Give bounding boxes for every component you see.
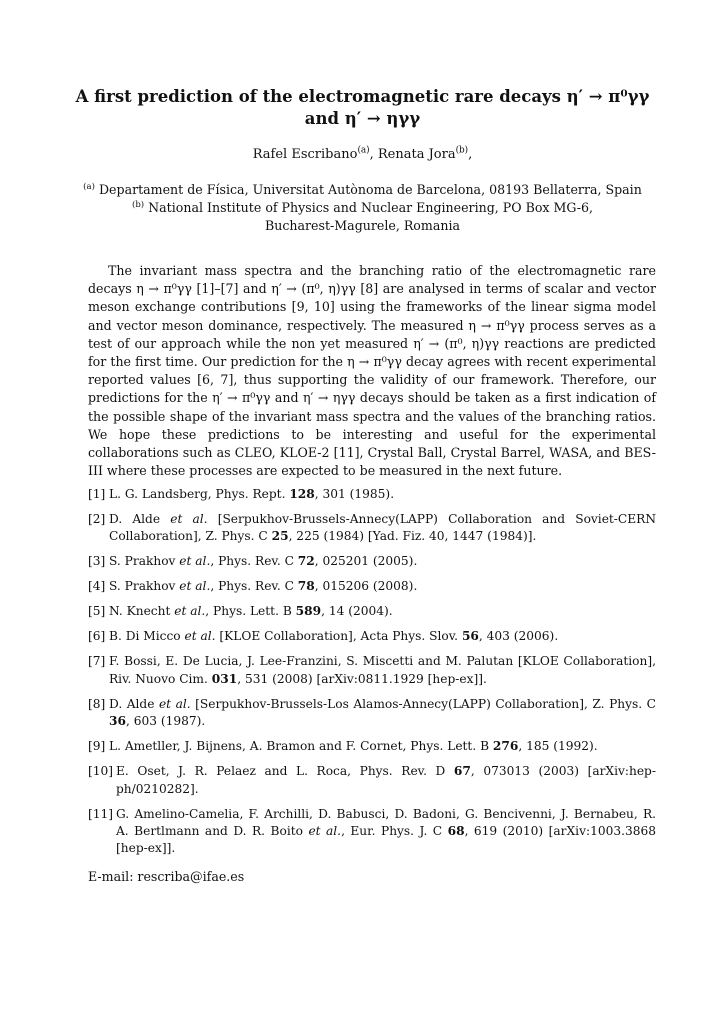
reference-item: [9] L. Ametller, J. Bijnens, A. Bramon and F. Cornet, Phys. Lett. B 276, 185 (1992). (88, 738, 656, 755)
reference-item: [2] D. Alde et al. [Serpukhov-Brussels-Annecy(LAPP) Collaboration and Soviet-CERN Collaboration], Z. Phys. C 25, 225 (1984) [Yad. Fiz. 40, 1447 (1984)]. (88, 512, 656, 544)
reference-item: [5] N. Knecht et al., Phys. Lett. B 589, 14 (2004). (88, 603, 656, 620)
reference-item: [8] D. Alde et al. [Serpukhov-Brussels-Los Alamos-Annecy(LAPP) Collaboration], Z. Phys. C 36, 603 (1987). (88, 696, 656, 729)
title-line-1: A first prediction of the electromagnetic rare decays η′ → π⁰γγ (75, 87, 650, 106)
reference-number: [7] (88, 654, 106, 669)
reference-item: [11] G. Amelino-Camelia, F. Archilli, D. Babusci, D. Badoni, G. Bencivenni, J. Bernabeu, R. A. Bertlmann and D. R. Boito et al., Eur. Phys. J. C 68, 619 (2010) [arXiv:1003.3868 [hep-ex]]. (88, 806, 656, 856)
reference-number: [1] (88, 487, 106, 501)
reference-item: [4] S. Prakhov et al., Phys. Rev. C 78, 015206 (2008). (88, 578, 656, 595)
paper-title (60, 86, 665, 130)
reference-list (88, 486, 656, 865)
affiliation-line: Bucharest-Magurele, Romania (265, 218, 460, 233)
affiliation-mark: (b) (455, 145, 469, 156)
reference-number: [8] (88, 696, 106, 711)
reference-number: [6] (88, 629, 106, 644)
reference-number: [2] (88, 512, 106, 526)
reference-item: [6] B. Di Micco et al. [KLOE Collaboration], Acta Phys. Slov. 56, 403 (2006). (88, 628, 656, 645)
reference-number: [4] (88, 579, 106, 594)
affiliation-mark: (b) (131, 199, 145, 210)
author-separator: , (369, 147, 378, 162)
contact-email: E-mail: rescriba@ifae.es (88, 869, 245, 884)
reference-item: [1] L. G. Landsberg, Phys. Rept. 128, 301 (1985). (88, 486, 656, 503)
affiliation-line: $^{(b)}$ National Institute of Physics and Nuclear Engineering, PO Box MG-6, (131, 199, 593, 215)
affiliation-mark: (a) (357, 145, 370, 156)
abstract: The invariant mass spectra and the branching ratio of the electromagnetic rare decays η → π⁰γγ [1]–[7] and η′ → (π⁰, η)γγ [8] are analysed in terms of scalar and vector meson exchange contributions [9, 10] using the frameworks of the linear sigma model and vector meson dominance, respectively. The measured η → π⁰γγ process serves as a test of our approach while the non yet measured η′ → (π⁰, η)γγ reactions are predicted for the first time. Our prediction for the η → π⁰γγ decay agrees with recent experimental reported values [6, 7], thus supporting the validity of our framework. Therefore, our predictions for the η′ → π⁰γγ and η′ → ηγγ decays should be taken as a first indication of the possible shape of the invariant mass spectra and the values of the branching ratios. We hope these predictions to be interesting and useful for the experimental collaborations such as CLEO, KLOE-2 [11], Crystal Ball, Crystal Barrel, WASA, and BES-III where these processes are expected to be measured in the next future. (88, 263, 656, 479)
reference-number: [9] (88, 739, 106, 754)
reference-number: [11] (88, 806, 114, 821)
affiliations (60, 181, 665, 235)
reference-item: [7] F. Bossi, E. De Lucia, J. Lee-Franzini, S. Miscetti and M. Palutan [KLOE Collaboration], Riv. Nuovo Cim. 031, 531 (2008) [arXiv:0811.1929 [hep-ex]]. (88, 654, 656, 686)
reference-item: [3] S. Prakhov et al., Phys. Rev. C 72, 025201 (2005). (88, 553, 656, 570)
title-line-2: and η′ → ηγγ (304, 109, 421, 128)
affiliation-line: $^{(a)}$ Departament de Física, Universitat Autònoma de Barcelona, 08193 Bellaterra, Spain (83, 181, 642, 197)
reference-number: [3] (88, 554, 106, 569)
reference-number: [10] (88, 764, 114, 779)
author-list (60, 147, 665, 163)
author-trailing: , (468, 147, 473, 162)
affiliation-mark: (a) (83, 181, 95, 192)
reference-number: [5] (88, 604, 106, 619)
author-name: Rafel Escribano (252, 147, 358, 162)
reference-item: [10] E. Oset, J. R. Pelaez and L. Roca, Phys. Rev. D 67, 073013 (2003) [arXiv:hep-ph/0210282]. (88, 764, 656, 796)
author-name: Renata Jora (377, 147, 456, 162)
